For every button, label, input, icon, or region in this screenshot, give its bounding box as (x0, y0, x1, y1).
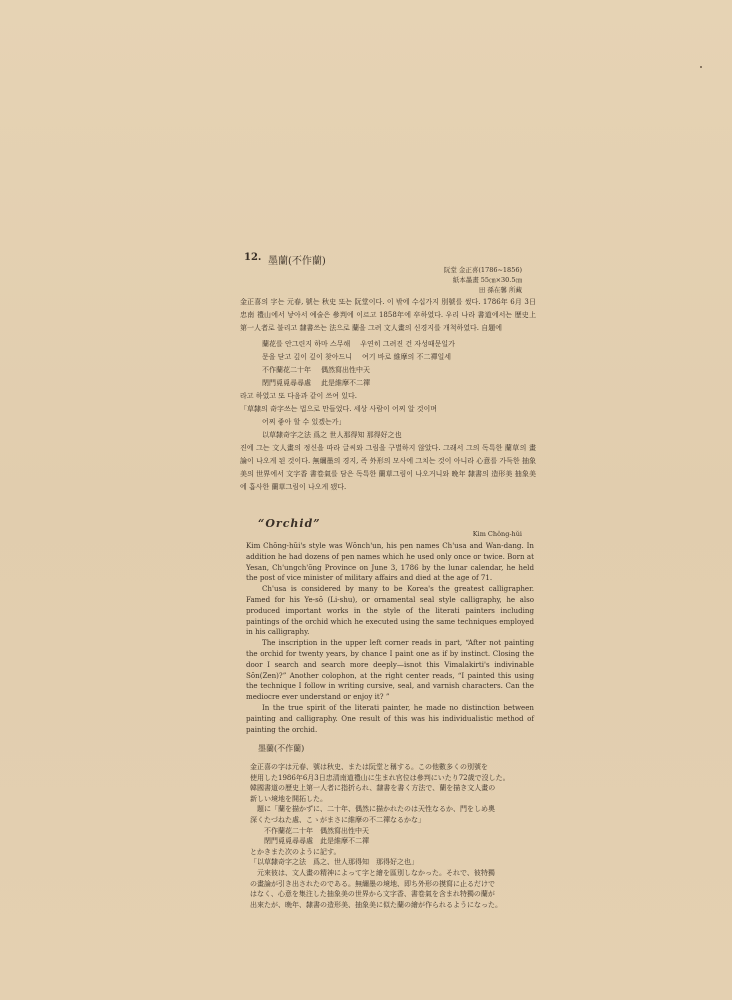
japanese-title: 墨蘭(不作蘭) (258, 744, 305, 753)
japanese-line: 韓國書道の歷史上第一人者に指折られ、隸書を書く方法で、蘭を描き文人畫の (250, 784, 496, 793)
english-paragraph: In the true spirit of the literati painter, he made no distinction between painting and calligraphy. One result of this was his individualistic method of painting the orchid. (246, 702, 534, 734)
korean-body: 金正喜의 字는 元春, 號는 秋史 또는 阮堂이다. 이 밖에 수십가지 別號를 썼다. 1786年 6月 3日 忠南 禮山에서 낳아서 예술은 參判에 이르고 1858年에 卒하였다. 우리 나라 書道에서는 歷史上 第一人者로 불리고 隸書쓰는 法으로 蘭을 그려 文人畫의 신경지를 개척하였다. 自題에 (240, 298, 536, 332)
english-paragraph: The inscription in the upper left corner reads in part, “After not painting the orchid for twenty years, by chance I paint one as if by instinct. Closing the door I search and search more deeply—isnot this Vimalakirti's indivinable Sŏn(Zen)?” Another colophon, at the right center reads, “I painted this using the technique I follow in writing cursive, seal, and varnish characters. Can the mediocre ever understand or enjoy it? ” (246, 638, 534, 702)
japanese-line: 不作蘭花二十年 偶然寫出性中天 (250, 826, 369, 835)
japanese-section (250, 762, 538, 910)
japanese-line: 深くたづねた處、こゝがまさに維摩の不二禪なるかな」 (250, 815, 425, 824)
english-paragraph: Ch'usa is considered by many to be Korea's the greatest calligrapher. Famed for his Ye-sŏ (Li-shu), or ornamental seal style calligraphy, he also produced important works in the style of the literati painters including paintings of the orchid which he executed using the same techniques employed in his calligraphy. (246, 584, 534, 637)
japanese-line: 閉門覓覓尋尋處 此是維摩不二禪 (250, 837, 369, 846)
poem-row: 閉門覓覓尋尋處 此是維摩不二禪 (262, 379, 370, 387)
korean-after-poem: 라고 하였고 또 다음과 같이 쓰여 있다. (240, 392, 358, 400)
english-section (246, 541, 534, 735)
korean-section (240, 296, 536, 494)
collection-line: 田 孫在馨 所藏 (478, 286, 522, 294)
korean-quote-hanja: 以草隸奇字之法 爲之 世人那得知 那得好之也 (262, 431, 402, 439)
artist-line: 阮堂 金正喜(1786~1856) (443, 266, 522, 274)
japanese-line: 使用した1986年6月3日忠清南道禮山に生まれ官位は參判にいたり72歲で沒した。 (250, 773, 510, 782)
japanese-line: 元來彼は、文人畫の精神によって字と繪を區別しなかった。それで、彼特獨 (250, 868, 495, 877)
medium-line: 紙本墨畫 55㎝×30.5㎝ (452, 276, 522, 284)
poem-row: 蘭花를 안그린지 하마 스무해 우연히 그려진 건 자성때문일가 (262, 340, 455, 348)
entry-number: 12. (244, 252, 262, 263)
english-title: “Orchid” (258, 517, 321, 530)
artwork-meta (444, 265, 522, 295)
japanese-line: 「以草隸奇字之法 爲之、世人那得知 那得好之也」 (250, 858, 418, 867)
japanese-line: 題に「蘭を描かずに、二十年、偶然に描かれたのは天性なるか、門をしめ奧 (250, 805, 495, 814)
poem-row: 문을 닫고 깊이 깊이 찾아드니 여기 바로 維摩의 不二禪일세 (262, 353, 452, 361)
korean-quote-cont: 어찌 좋아 할 수 있겠는가」 (262, 418, 346, 426)
paper-speck (700, 66, 702, 68)
japanese-line: の畫論が引き出されたのである。無䌤墨の境地、即ち外形の摸寫に止るだけで (250, 879, 495, 888)
korean-poem (240, 338, 536, 390)
japanese-line: とかきまた次のように記す。 (250, 847, 341, 856)
english-paragraph: Kim Chŏng-hŭi's style was Wŏnch'un, his pen names Ch'usa and Wan-dang. In addition he had dozens of pen names which he used only once or twice. Born at Yesan, Ch'ungch'ŏng Province on June 3, 1786 by the lunar calendar, he held the post of vice minister of military affairs and died at the age of 71. (246, 541, 534, 583)
entry-title: 墨蘭(不作蘭) (268, 256, 326, 267)
korean-quote: 「草隸의 奇字쓰는 법으로 만들었다. 세상 사람이 어찌 알 것이며 (240, 405, 438, 413)
japanese-line: 新しい境地を開拓した。 (250, 794, 327, 803)
poem-row: 不作蘭花二十年 偶然寫出性中天 (262, 366, 370, 374)
japanese-line: 金正喜の字は元春、號は秋史、または阮堂と稱する。この他數多くの別號を (250, 763, 488, 771)
japanese-line: 出來たが、晩年、隸書の造形美、抽象美に似た蘭の繪が作られるようになった。 (250, 900, 502, 909)
english-author: Kim Chŏng-hŭi (472, 530, 522, 538)
korean-closing: 진에 그는 文人畫의 정신을 따라 글씨와 그림을 구별하지 않았다. 그래서 그의 독특한 蘭草의 畫論이 나오게 된 것이다. 無䌤墨의 경지, 즉 外形의 모사에 그치는 것이 아니라 心意를 가득한 抽象美의 世界에서 文字香 書卷氣를 담은 독특한 蘭草그림이 나오거니와 晩年 隸書의 造形美 抽象美에 흡사한 蘭草그림이 나오게 됐다. (240, 444, 536, 491)
japanese-line: はなく、心意を集注した抽象美の世界から文字香、書卷氣を含まれ特獨の蘭が (250, 890, 495, 899)
